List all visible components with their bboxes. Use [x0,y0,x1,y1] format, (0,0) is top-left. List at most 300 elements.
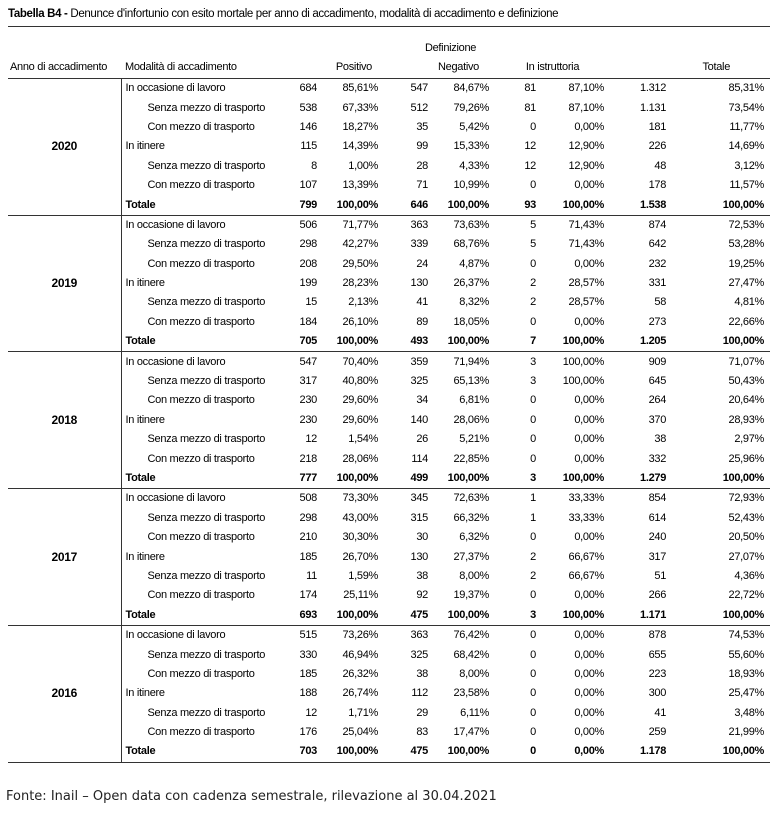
header-totale: Totale [610,57,770,79]
total-row [8,469,770,489]
positivo-count-cell: 199 [299,277,317,290]
istruttoria-pct-cell: 0,00% [574,433,605,446]
negativo-pct-cell: 19,37% [453,589,489,602]
istruttoria-pct-cell: 0,00% [540,742,610,762]
table-row [8,586,770,605]
positivo-count-cell: 188 [299,687,317,700]
header-istruttoria: In istruttoria [495,57,610,79]
table-row [8,665,770,684]
negativo-pct-cell: 100,00% [432,742,495,762]
modalita-label: In itinere [125,413,165,426]
header-anno: Anno di accadimento [8,57,121,79]
negativo-pct-cell: 100,00% [432,332,495,352]
table-title [8,8,768,20]
positivo-pct-cell: 70,40% [342,355,378,368]
istruttoria-count-cell: 81 [524,82,536,95]
table-body [8,79,770,763]
negativo-count-cell: 475 [384,742,432,762]
modalita-label: Senza mezzo di trasporto [147,101,266,114]
positivo-pct-cell: 73,30% [342,492,378,505]
negativo-count-cell: 24 [416,257,428,270]
negativo-pct-cell: 68,42% [453,648,489,661]
totale-pct-cell: 50,43% [728,375,765,388]
modalita-label: Con mezzo di trasporto [147,726,255,739]
negativo-count-cell: 475 [384,606,432,626]
header-row-columns [8,57,770,79]
positivo-pct-cell: 14,39% [342,140,378,153]
totale-pct-cell: 25,96% [728,452,765,465]
negativo-pct-cell: 8,32% [459,296,489,309]
year-cell: 2020 [8,79,121,216]
positivo-count-cell: 547 [299,355,317,368]
negativo-pct-cell: 8,00% [459,667,489,680]
year-cell: 2017 [8,489,121,626]
totale-count-cell: 1.131 [640,101,667,114]
totale-count-cell: 223 [648,667,667,680]
istruttoria-count-cell: 0 [530,257,536,270]
positivo-count-cell: 12 [305,433,317,446]
negativo-pct-cell: 71,94% [453,355,489,368]
totale-count-cell: 51 [654,569,667,582]
positivo-pct-cell: 26,10% [342,315,378,328]
istruttoria-count-cell: 0 [530,648,536,661]
positivo-pct-cell: 40,80% [342,375,378,388]
totale-count-cell: 259 [648,726,667,739]
istruttoria-count-cell: 0 [530,120,536,133]
modalita-label: Senza mezzo di trasporto [147,648,266,661]
positivo-pct-cell: 18,27% [342,120,378,133]
negativo-count-cell: 71 [416,179,428,192]
totale-pct-cell: 3,12% [734,159,765,172]
totale-count-cell: 854 [648,492,667,505]
positivo-pct-cell: 46,94% [342,648,378,661]
totale-pct-cell: 100,00% [670,195,770,215]
table-row [8,704,770,723]
header-positivo: Positivo [291,57,384,79]
negativo-pct-cell: 5,21% [459,433,489,446]
positivo-count-cell: 185 [299,667,317,680]
negativo-count-cell: 28 [416,159,428,172]
negativo-count-cell: 38 [416,569,428,582]
negativo-count-cell: 359 [410,355,428,368]
totale-pct-cell: 4,81% [734,296,765,309]
istruttoria-pct-cell: 12,90% [568,159,605,172]
totale-pct-cell: 14,69% [728,140,765,153]
istruttoria-pct-cell: 33,33% [568,511,605,524]
table-row [8,509,770,528]
istruttoria-count-cell: 0 [530,667,536,680]
modalita-label: In itinere [125,687,165,700]
table-row [8,528,770,547]
modalita-label: In itinere [125,140,165,153]
positivo-count-cell: 8 [311,159,317,172]
table-row [8,645,770,664]
negativo-count-cell: 646 [384,195,432,215]
table-row [8,567,770,586]
istruttoria-count-cell: 2 [530,550,536,563]
istruttoria-count-cell: 1 [530,492,536,505]
totale-count-cell: 909 [648,355,667,368]
positivo-pct-cell: 100,00% [321,332,384,352]
table-row [8,489,770,509]
positivo-pct-cell: 85,61% [342,82,378,95]
negativo-pct-cell: 72,63% [453,492,489,505]
positivo-count-cell: 174 [299,589,317,602]
total-label: Totale [121,606,291,626]
negativo-count-cell: 30 [416,531,428,544]
totale-pct-cell: 100,00% [670,742,770,762]
year-cell: 2016 [8,625,121,762]
negativo-pct-cell: 100,00% [432,606,495,626]
positivo-count-cell: 11 [306,569,317,582]
istruttoria-count-cell: 3 [495,469,540,489]
positivo-pct-cell: 26,74% [342,687,378,700]
modalita-label: Senza mezzo di trasporto [147,706,266,719]
totale-count-cell: 1.205 [610,332,670,352]
istruttoria-pct-cell: 12,90% [568,140,605,153]
positivo-pct-cell: 100,00% [321,469,384,489]
totale-pct-cell: 25,47% [728,687,765,700]
istruttoria-pct-cell: 28,57% [568,277,605,290]
istruttoria-count-cell: 2 [530,569,536,582]
istruttoria-count-cell: 12 [524,140,536,153]
positivo-count-cell: 298 [299,511,317,524]
istruttoria-pct-cell: 0,00% [574,452,605,465]
table-row [8,430,770,449]
totale-pct-cell: 73,54% [728,101,765,114]
positivo-count-cell: 12 [305,706,317,719]
istruttoria-pct-cell: 0,00% [574,394,605,407]
negativo-count-cell: 35 [416,120,428,133]
modalita-label: Senza mezzo di trasporto [147,296,266,309]
table-row [8,215,770,235]
positivo-pct-cell: 25,11% [343,589,378,602]
positivo-count-cell: 317 [299,375,317,388]
negativo-count-cell: 363 [410,218,428,231]
positivo-pct-cell: 100,00% [321,742,384,762]
positivo-pct-cell: 25,04% [342,726,378,739]
istruttoria-count-cell: 7 [495,332,540,352]
header-negativo: Negativo [384,57,495,79]
total-row [8,195,770,215]
modalita-label: In occasione di lavoro [125,492,226,505]
totale-pct-cell: 100,00% [670,606,770,626]
negativo-count-cell: 345 [410,492,428,505]
negativo-pct-cell: 100,00% [432,195,495,215]
istruttoria-count-cell: 0 [495,742,540,762]
positivo-count-cell: 115 [300,140,317,153]
negativo-pct-cell: 27,37% [453,550,489,563]
positivo-pct-cell: 67,33% [342,101,378,114]
source-note: Fonte: Inail – Open data con cadenza semestrale, rilevazione al 30.04.2021 [6,789,497,804]
totale-pct-cell: 11,57% [729,179,765,192]
istruttoria-pct-cell: 100,00% [540,195,610,215]
totale-count-cell: 1.538 [610,195,670,215]
totale-count-cell: 181 [648,120,667,133]
positivo-pct-cell: 1,00% [348,159,378,172]
istruttoria-pct-cell: 0,00% [574,667,605,680]
positivo-count-cell: 506 [299,218,317,231]
negativo-count-cell: 325 [410,648,428,661]
totale-count-cell: 48 [654,159,667,172]
table-row [8,391,770,410]
table-row [8,118,770,137]
modalita-label: In occasione di lavoro [125,82,226,95]
year-cell: 2018 [8,352,121,489]
negativo-count-cell: 34 [416,394,428,407]
positivo-pct-cell: 2,13% [348,296,378,309]
istruttoria-count-cell: 81 [524,101,536,114]
negativo-pct-cell: 6,81% [459,394,489,407]
table-row [8,547,770,566]
totale-pct-cell: 20,64% [728,394,765,407]
modalita-label: Senza mezzo di trasporto [147,569,266,582]
istruttoria-pct-cell: 0,00% [574,706,605,719]
table-row [8,98,770,117]
negativo-pct-cell: 79,26% [453,101,489,114]
table-row [8,372,770,391]
data-table [8,39,770,763]
totale-count-cell: 232 [648,257,667,270]
positivo-count-cell: 218 [299,452,317,465]
totale-count-cell: 226 [648,140,667,153]
positivo-count-cell: 298 [299,238,317,251]
positivo-pct-cell: 28,23% [342,277,378,290]
negativo-pct-cell: 10,99% [453,179,489,192]
negativo-count-cell: 130 [410,277,428,290]
istruttoria-pct-cell: 0,00% [574,257,605,270]
negativo-count-cell: 315 [410,511,428,524]
table-row [8,313,770,332]
positivo-pct-cell: 100,00% [321,195,384,215]
istruttoria-pct-cell: 100,00% [540,332,610,352]
table-row [8,411,770,430]
istruttoria-count-cell: 3 [530,355,536,368]
negativo-count-cell: 29 [416,706,428,719]
table-row [8,293,770,312]
modalita-label: Con mezzo di trasporto [147,315,255,328]
table-row [8,274,770,293]
negativo-pct-cell: 84,67% [453,82,489,95]
istruttoria-pct-cell: 0,00% [574,531,605,544]
total-label: Totale [121,742,291,762]
positivo-pct-cell: 26,70% [342,550,378,563]
total-row [8,606,770,626]
negativo-pct-cell: 4,87% [459,257,489,270]
negativo-count-cell: 41 [416,296,428,309]
total-label: Totale [121,469,291,489]
table-title-text: Denunce d'infortunio con esito mortale per anno di accadimento, modalità di accadimento e definizione [70,8,559,20]
negativo-pct-cell: 6,11% [460,706,489,719]
istruttoria-pct-cell: 0,00% [574,589,605,602]
negativo-pct-cell: 65,13% [453,375,489,388]
table-row [8,79,770,99]
positivo-count-cell: 693 [291,606,321,626]
istruttoria-count-cell: 0 [530,179,536,192]
positivo-pct-cell: 43,00% [342,511,378,524]
negativo-count-cell: 493 [384,332,432,352]
modalita-label: Con mezzo di trasporto [147,531,255,544]
totale-count-cell: 273 [648,315,667,328]
totale-pct-cell: 20,50% [728,531,765,544]
modalita-label: In occasione di lavoro [125,629,226,642]
positivo-pct-cell: 73,26% [342,629,378,642]
positivo-count-cell: 210 [299,531,317,544]
positivo-pct-cell: 1,59% [348,569,378,582]
istruttoria-pct-cell: 0,00% [574,629,605,642]
istruttoria-pct-cell: 100,00% [540,469,610,489]
totale-count-cell: 878 [648,629,667,642]
istruttoria-count-cell: 0 [530,726,536,739]
negativo-count-cell: 499 [384,469,432,489]
istruttoria-pct-cell: 100,00% [562,375,605,388]
totale-count-cell: 614 [648,511,667,524]
positivo-pct-cell: 71,77% [342,218,378,231]
totale-pct-cell: 4,36% [734,569,765,582]
modalita-label: Con mezzo di trasporto [147,589,255,602]
totale-count-cell: 1.312 [640,82,667,95]
totale-count-cell: 655 [648,648,667,661]
totale-pct-cell: 53,28% [728,238,765,251]
totale-count-cell: 300 [648,687,667,700]
totale-pct-cell: 72,53% [728,218,765,231]
totale-count-cell: 645 [648,375,667,388]
istruttoria-count-cell: 0 [530,706,536,719]
negativo-pct-cell: 5,42% [459,120,489,133]
istruttoria-count-cell: 3 [530,375,536,388]
totale-count-cell: 41 [654,706,667,719]
positivo-pct-cell: 29,60% [342,413,378,426]
negativo-count-cell: 130 [410,550,428,563]
positivo-count-cell: 230 [299,413,317,426]
negativo-count-cell: 363 [410,629,428,642]
table-row [8,255,770,274]
totale-pct-cell: 55,60% [728,648,765,661]
positivo-count-cell: 15 [305,296,317,309]
totale-pct-cell: 19,25% [728,257,765,270]
istruttoria-count-cell: 93 [495,195,540,215]
istruttoria-count-cell: 3 [495,606,540,626]
istruttoria-count-cell: 5 [530,238,536,251]
modalita-label: Senza mezzo di trasporto [147,238,266,251]
modalita-label: Senza mezzo di trasporto [147,433,266,446]
negativo-pct-cell: 100,00% [432,469,495,489]
istruttoria-pct-cell: 66,67% [568,569,605,582]
table-row [8,176,770,195]
negativo-pct-cell: 17,47% [453,726,489,739]
istruttoria-pct-cell: 71,43% [568,218,605,231]
modalita-label: In occasione di lavoro [125,218,226,231]
totale-pct-cell: 3,48% [734,706,765,719]
istruttoria-count-cell: 0 [530,589,536,602]
negativo-pct-cell: 22,85% [453,452,489,465]
positivo-pct-cell: 1,71% [348,706,378,719]
positivo-count-cell: 508 [299,492,317,505]
positivo-count-cell: 330 [299,648,317,661]
negativo-pct-cell: 23,58% [453,687,489,700]
modalita-label: Senza mezzo di trasporto [147,375,266,388]
modalita-label: In occasione di lavoro [125,355,226,368]
totale-count-cell: 1.279 [610,469,670,489]
totale-count-cell: 642 [648,238,667,251]
total-label: Totale [121,332,291,352]
modalita-label: Con mezzo di trasporto [147,667,255,680]
table-row [8,723,770,742]
positivo-pct-cell: 28,06% [342,452,378,465]
negativo-pct-cell: 15,33% [453,140,489,153]
totale-count-cell: 1.178 [610,742,670,762]
positivo-pct-cell: 13,39% [342,179,378,192]
negativo-pct-cell: 6,32% [459,531,489,544]
negativo-pct-cell: 18,05% [453,315,489,328]
modalita-label: Con mezzo di trasporto [147,257,255,270]
positivo-count-cell: 185 [299,550,317,563]
positivo-count-cell: 684 [299,82,317,95]
negativo-count-cell: 26 [416,433,428,446]
totale-pct-cell: 27,47% [728,277,765,290]
istruttoria-pct-cell: 66,67% [568,550,605,563]
negativo-count-cell: 92 [416,589,428,602]
table-row [8,684,770,703]
positivo-count-cell: 107 [299,179,317,192]
istruttoria-pct-cell: 87,10% [568,101,605,114]
header-definizione: Definizione [424,42,477,54]
table-code: Tabella B4 - [8,8,68,20]
negativo-count-cell: 99 [416,140,428,153]
negativo-count-cell: 89 [416,315,428,328]
istruttoria-pct-cell: 87,10% [568,82,605,95]
positivo-pct-cell: 29,50% [342,257,378,270]
totale-pct-cell: 100,00% [670,469,770,489]
istruttoria-count-cell: 1 [530,511,536,524]
negativo-count-cell: 339 [410,238,428,251]
istruttoria-pct-cell: 0,00% [574,687,605,700]
positivo-pct-cell: 30,30% [342,531,378,544]
positivo-count-cell: 176 [299,726,317,739]
positivo-count-cell: 146 [299,120,317,133]
positivo-count-cell: 184 [299,315,317,328]
modalita-label: In itinere [125,550,165,563]
negativo-pct-cell: 73,63% [453,218,489,231]
total-row [8,742,770,762]
totale-count-cell: 331 [648,277,667,290]
negativo-pct-cell: 68,76% [453,238,489,251]
negativo-count-cell: 547 [410,82,428,95]
table-row [8,157,770,176]
istruttoria-count-cell: 0 [530,452,536,465]
header-row-definizione [8,39,770,57]
negativo-count-cell: 512 [410,101,428,114]
totale-count-cell: 332 [648,452,667,465]
negativo-pct-cell: 26,37% [453,277,489,290]
istruttoria-count-cell: 0 [530,629,536,642]
istruttoria-count-cell: 2 [530,277,536,290]
table-row [8,235,770,254]
totale-pct-cell: 2,97% [734,433,765,446]
istruttoria-count-cell: 2 [530,296,536,309]
istruttoria-count-cell: 0 [530,433,536,446]
total-label: Totale [121,195,291,215]
istruttoria-count-cell: 0 [530,394,536,407]
title-divider [8,26,770,27]
totale-pct-cell: 28,93% [728,413,765,426]
negativo-pct-cell: 8,00% [459,569,489,582]
totale-pct-cell: 71,07% [728,355,765,368]
totale-pct-cell: 100,00% [670,332,770,352]
istruttoria-pct-cell: 0,00% [574,726,605,739]
positivo-count-cell: 705 [291,332,321,352]
totale-count-cell: 1.171 [610,606,670,626]
